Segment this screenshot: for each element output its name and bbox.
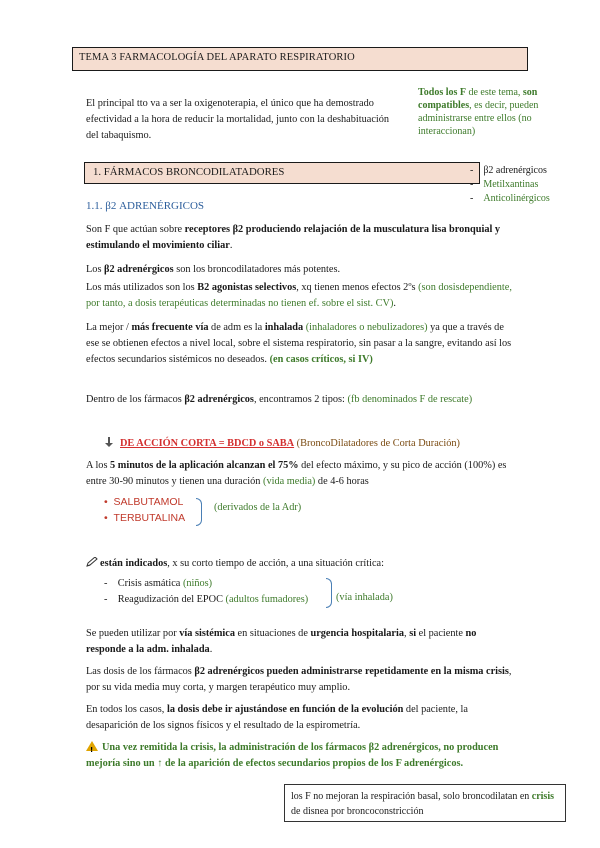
indications-brace	[326, 578, 332, 608]
compat-note	[418, 86, 566, 138]
side-list-item: - Anticolinérgicos	[470, 193, 550, 204]
paragraph-1: Son F que actúan sobre receptores β2 produciendo relajación de la musculatura lisa bronquial y estimulando el movimiento ciliar.	[86, 224, 501, 251]
section-header: 1. FÁRMACOS BRONCODILATADORES	[93, 166, 285, 178]
paragraph-2: Los β2 adrenérgicos son los broncodilatadores más potentes.	[86, 264, 341, 275]
page-title-box	[72, 47, 528, 71]
paragraph-5: Dentro de los fármacos β2 adrenérgicos, encontramos 2 tipos: (fb denominados F de rescate)	[86, 394, 473, 405]
pencil-icon	[86, 557, 98, 567]
warning-icon	[86, 741, 98, 751]
arrow-down-icon	[104, 437, 114, 447]
note-box: los F no mejoran la respiración basal, solo broncodilatan en crisis de disnea por broncoconstricción	[284, 784, 566, 822]
paragraph-8: Las dosis de los fármacos β2 adrenérgicos pueden administrarse repetidamente en la misma crisis, por su vida media muy corta, y margen terapéutico muy amplio.	[86, 666, 512, 693]
drug-item: • SALBUTAMOL	[104, 496, 184, 508]
indication-item: - Reagudización del EPOC (adultos fumadores)	[104, 594, 309, 605]
paragraph-9: En todos los casos, la dosis debe ir ajustándose en función de la evolución del paciente, la desaparición de los signos físicos y el resultado de la espirometría.	[86, 704, 468, 731]
compat-note-bold2: son compatibles	[418, 87, 538, 111]
side-list-item: - Metilxantinas	[470, 179, 539, 190]
paragraph-6: A los 5 minutos de la aplicación alcanzan el 75% del efecto máximo, y su pico de acción (100%) es entre 30-90 minutos y tienen una duración (vida media) de 4-6 horas	[86, 460, 507, 487]
side-list-item: - β2 adrenérgicos	[470, 165, 547, 176]
paragraph-3: Los más utilizados son los B2 agonistas selectivos, xq tienen menos efectos 2ºs (son dosisdependiente, por tanto, a dosis terapéuticas determinadas no tienen ef. sobre el sist. CV).	[86, 282, 512, 309]
compat-note-bold1: Todos los F	[418, 87, 466, 98]
section-header-box	[84, 162, 480, 184]
side-list	[470, 164, 550, 206]
warning-paragraph: !Una vez remitida la crisis, la administración de los fármacos β2 adrenérgicos, no producen mejoría sino un ↑ de la aparición de efectos secundarios propios de los F adrenérgicos.	[86, 740, 514, 772]
drugs-note: (derivados de la Adr)	[214, 502, 302, 513]
indications-note: (vía inhalada)	[336, 592, 393, 603]
compat-note-text2: , es decir, pueden administrarse entre ellos (no interaccionan)	[418, 100, 539, 137]
drug-item: • TERBUTALINA	[104, 512, 186, 524]
drug-brace	[196, 498, 202, 526]
paragraph-4: La mejor / más frecuente vía de adm es la inhalada (inhaladores o nebulizadores) ya que a través de ese se obtienen efectos a nivel local, sobre el sistema respiratorio, sin pasar a la sangre, evitando así los efectos secundarios sistémicos no deseados. (en casos críticos, si IV)	[86, 322, 512, 365]
subsection-title: 1.1. β2 ADRENÉRGICOS	[86, 200, 205, 212]
saba-heading: DE ACCIÓN CORTA = BDCD o SABA (BroncoDilatadores de Corta Duración)	[104, 436, 524, 452]
indications-heading: están indicados, x su corto tiempo de acción, a una situación crítica:	[86, 556, 512, 572]
drug-list	[104, 494, 185, 526]
page-title: TEMA 3 FARMACOLOGÍA DEL APARATO RESPIRATORIO	[79, 52, 355, 63]
indication-item: - Crisis asmática (niños)	[104, 578, 213, 589]
paragraph-7: Se pueden utilizar por vía sistémica en situaciones de urgencia hospitalaria, si el paciente no responde a la adm. inhalada.	[86, 628, 477, 655]
compat-note-text1: de este tema,	[465, 87, 523, 98]
intro-paragraph: El principal tto va a ser la oxigenoterapia, el único que ha demostrado efectividad a la hora de reducir la mortalidad, junto con la deshabituación del tabaquismo.	[86, 98, 390, 141]
